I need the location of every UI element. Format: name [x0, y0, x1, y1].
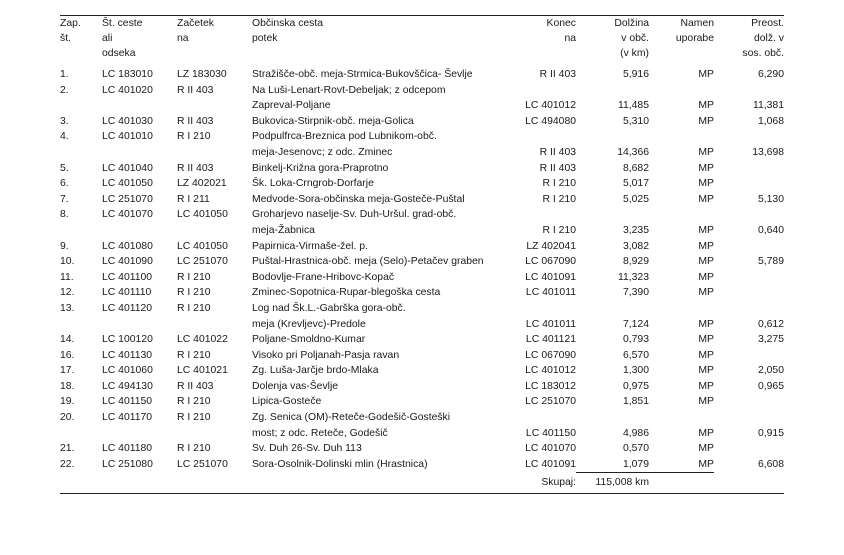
cell-route: most; z odc. Reteče, Godešič: [252, 427, 388, 439]
table-row: [60, 285, 784, 301]
header-route: Občinska cesta: [252, 18, 324, 29]
table-row: [60, 457, 784, 473]
header-road-id: Št. ceste: [102, 18, 143, 29]
cell-no: 2.: [60, 84, 69, 96]
cell-purpose: MP: [698, 458, 714, 470]
cell-no: 12.: [60, 287, 75, 299]
cell-end: LC 401011: [525, 287, 576, 299]
header-road-id: ali: [102, 33, 113, 44]
cell-purpose: MP: [698, 256, 714, 268]
cell-start: R II 403: [177, 162, 214, 174]
cell-end: LC 251070: [525, 396, 576, 408]
header-row: [60, 16, 784, 31]
cell-start: R II 403: [177, 84, 214, 96]
cell-length: 4,986: [622, 427, 649, 439]
cell-end: LC 401012: [525, 365, 576, 377]
cell-length: 7,390: [622, 287, 649, 299]
cell-no: 3.: [60, 115, 69, 127]
table-row: [60, 161, 784, 177]
header-remaining: Preost.: [751, 18, 784, 29]
cell-remaining: 3,275: [757, 334, 784, 346]
cell-no: 18.: [60, 380, 75, 392]
cell-remaining: 0,965: [757, 380, 784, 392]
cell-route: Poljane-Smoldno-Kumar: [252, 334, 366, 346]
cell-purpose: MP: [698, 318, 714, 330]
cell-route: Zg. Luša-Jarčje brdo-Mlaka: [252, 365, 379, 377]
cell-road-id: LC 401060: [102, 365, 153, 377]
cell-remaining: 11,381: [752, 100, 784, 112]
cell-end: [507, 410, 576, 426]
header-row: [60, 31, 784, 46]
cell-remaining: [714, 239, 784, 255]
cell-length: 0,570: [622, 443, 649, 455]
table-row: [60, 98, 784, 114]
cell-end: [507, 129, 576, 145]
cell-purpose: MP: [698, 146, 714, 158]
header-end: [507, 46, 576, 61]
cell-remaining: [714, 161, 784, 177]
header-no: št.: [60, 33, 71, 44]
cell-route: Log nad Šk.L.-Gabrška gora-obč.: [252, 302, 406, 314]
header-length: v obč.: [621, 33, 649, 44]
cell-start: R I 211: [177, 193, 210, 205]
cell-length: 1,851: [622, 396, 649, 408]
cell-no: [60, 145, 102, 161]
header-remaining: dolž. v: [753, 33, 784, 44]
cell-purpose: MP: [698, 334, 714, 346]
cell-no: [60, 223, 102, 239]
cell-no: 20.: [60, 412, 75, 424]
cell-start: [177, 426, 252, 442]
cell-remaining: [714, 394, 784, 410]
table-row: [60, 363, 784, 379]
cell-end: R II 403: [539, 162, 576, 174]
cell-route: Šk. Loka-Crngrob-Dorfarje: [252, 178, 374, 190]
cell-route: Podpulfrca-Breznica pod Lubnikom-obč.: [252, 131, 437, 143]
cell-length: 14,366: [617, 146, 649, 158]
header-start: Začetek: [177, 18, 214, 29]
cell-remaining: 0,612: [757, 318, 784, 330]
table-row: [60, 441, 784, 457]
cell-start: LZ 402021: [177, 178, 227, 190]
cell-end: LC 401012: [525, 100, 576, 112]
cell-no: 10.: [60, 256, 75, 268]
cell-purpose: MP: [698, 69, 714, 80]
header-route: potek: [252, 33, 278, 44]
cell-route: Lipica-Gosteče: [252, 396, 322, 408]
table-row: [60, 301, 784, 317]
cell-length: 8,682: [622, 162, 649, 174]
cell-road-id: LC 401170: [102, 412, 153, 424]
cell-route: Puštal-Hrastnica-obč. meja (Selo)-Petačev graben: [252, 256, 484, 268]
table-row: [60, 348, 784, 364]
cell-remaining: [714, 410, 784, 426]
cell-route: Stražišče-obč. meja-Strmica-Bukovščica- Ševlje: [252, 69, 473, 80]
cell-road-id: LC 401090: [102, 256, 153, 268]
cell-no: [60, 98, 102, 114]
cell-route: Zminec-Sopotnica-Rupar-blegoška cesta: [252, 287, 441, 299]
cell-remaining: 6,290: [757, 69, 784, 80]
cell-start: R II 403: [177, 380, 214, 392]
cell-start: R I 210: [177, 443, 211, 455]
table-row: [60, 317, 784, 333]
cell-purpose: MP: [698, 193, 714, 205]
cell-route: Sora-Osolnik-Dolinski mlin (Hrastnica): [252, 458, 428, 470]
cell-end: R I 210: [542, 224, 576, 236]
cell-remaining: 5,130: [757, 193, 784, 205]
cell-start: R I 210: [177, 302, 211, 314]
cell-end: LC 401070: [525, 443, 576, 455]
cell-end: R II 403: [539, 146, 576, 158]
cell-end: R II 403: [539, 69, 576, 80]
cell-end: LC 067090: [525, 256, 576, 268]
cell-start: R I 210: [177, 349, 211, 361]
cell-purpose: MP: [698, 443, 714, 455]
cell-start: LC 401050: [177, 209, 228, 221]
header-route: [252, 46, 507, 61]
cell-no: 22.: [60, 458, 75, 470]
cell-remaining: [714, 207, 784, 223]
cell-length: [576, 301, 649, 317]
cell-route: meja (Krevljevc)-Predole: [252, 318, 366, 330]
table-row: [60, 176, 784, 192]
cell-start: R I 210: [177, 271, 211, 283]
cell-start: [177, 145, 252, 161]
cell-no: [60, 426, 102, 442]
table-row: [60, 332, 784, 348]
cell-start: R I 210: [177, 396, 211, 408]
cell-length: 5,916: [622, 69, 649, 80]
cell-length: 1,300: [622, 365, 649, 377]
table-row: [60, 192, 784, 208]
cell-end: [507, 207, 576, 223]
table-header: [60, 16, 784, 61]
cell-purpose: MP: [698, 427, 714, 439]
cell-remaining: [714, 285, 784, 301]
header-start: [177, 46, 252, 61]
cell-start: [177, 317, 252, 333]
cell-road-id: LC 401010: [102, 131, 153, 143]
cell-end: LC 067090: [525, 349, 576, 361]
table-row: [60, 207, 784, 223]
cell-no: 7.: [60, 193, 69, 205]
cell-road-id: LC 401080: [102, 240, 153, 252]
cell-road-id: [102, 317, 177, 333]
header-length: Dolžina: [614, 18, 649, 29]
cell-end: LZ 402041: [526, 240, 576, 252]
table-row: [60, 239, 784, 255]
cell-route: Dolenja vas-Ševlje: [252, 380, 339, 392]
total-value: 115,008 km: [595, 477, 649, 489]
cell-road-id: LC 183010: [102, 69, 153, 80]
header-purpose: uporabe: [675, 33, 714, 44]
cell-end: LC 494080: [525, 115, 576, 127]
table-body: [60, 61, 784, 473]
cell-road-id: LC 401130: [102, 349, 153, 361]
header-length: (v km): [620, 48, 649, 59]
cell-start: LC 251070: [177, 256, 228, 268]
cell-road-id: LC 251080: [102, 458, 153, 470]
cell-road-id: LC 401070: [102, 209, 153, 221]
cell-road-id: [102, 145, 177, 161]
cell-road-id: [102, 223, 177, 239]
cell-route: Na Luši-Lenart-Rovt-Debeljak; z odcepom: [252, 84, 446, 96]
table-row: [60, 145, 784, 161]
cell-length: 1,079: [622, 458, 649, 470]
cell-purpose: MP: [698, 271, 714, 283]
cell-no: 21.: [60, 443, 75, 455]
cell-road-id: LC 401150: [102, 396, 153, 408]
cell-purpose: MP: [698, 115, 714, 127]
cell-start: R I 210: [177, 412, 211, 424]
cell-no: 19.: [60, 396, 75, 408]
total-padding-end: [649, 473, 784, 491]
cell-road-id: LC 401030: [102, 115, 153, 127]
cell-length: 8,929: [622, 256, 649, 268]
cell-road-id: LC 401100: [102, 271, 153, 283]
cell-purpose: MP: [698, 240, 714, 252]
total-label: Skupaj:: [541, 477, 576, 489]
table-row: [60, 223, 784, 239]
cell-remaining: 1,068: [757, 115, 784, 127]
cell-no: 17.: [60, 365, 75, 377]
roads-table: [60, 16, 784, 494]
cell-remaining: [714, 129, 784, 145]
cell-road-id: LC 401110: [102, 287, 152, 299]
header-end: Konec: [546, 18, 576, 29]
cell-purpose: MP: [698, 224, 714, 236]
cell-length: 0,975: [622, 380, 649, 392]
cell-length: 5,310: [622, 115, 649, 127]
cell-route: Visoko pri Poljanah-Pasja ravan: [252, 349, 400, 361]
cell-start: R II 403: [177, 115, 214, 127]
header-row: [60, 46, 784, 61]
cell-remaining: [714, 83, 784, 99]
cell-purpose: [649, 410, 714, 426]
table-row: [60, 426, 784, 442]
cell-route: Bukovica-Stirpnik-obč. meja-Golica: [252, 115, 414, 127]
cell-purpose: [649, 83, 714, 99]
cell-no: 4.: [60, 131, 69, 143]
header-road-id: odseka: [102, 48, 136, 59]
cell-route: Groharjevo naselje-Sv. Duh-Uršul. grad-obč.: [252, 209, 457, 221]
cell-no: 5.: [60, 162, 69, 174]
table-row: [60, 379, 784, 395]
bottom-rule: [60, 491, 784, 494]
cell-end: R I 210: [542, 178, 576, 190]
cell-remaining: [714, 441, 784, 457]
cell-purpose: MP: [698, 396, 714, 408]
cell-start: LC 401021: [177, 365, 228, 377]
cell-no: 16.: [60, 349, 75, 361]
cell-purpose: [649, 301, 714, 317]
cell-length: 3,235: [622, 224, 649, 236]
cell-remaining: 2,050: [757, 365, 784, 377]
cell-start: R I 210: [177, 287, 211, 299]
cell-end: R I 210: [542, 193, 576, 205]
header-remaining: sos. obč.: [742, 48, 784, 59]
total-padding: [60, 473, 507, 491]
cell-road-id: LC 401020: [102, 84, 153, 96]
cell-no: 14.: [60, 334, 75, 346]
cell-end: LC 401091: [525, 271, 576, 283]
cell-purpose: MP: [698, 178, 714, 190]
cell-road-id: LC 401120: [102, 302, 153, 314]
table-footer: [60, 473, 784, 494]
cell-route: Bodovlje-Frane-Hribovc-Kopač: [252, 271, 395, 283]
table-row: [60, 61, 784, 83]
cell-start: [177, 98, 252, 114]
road-register-document: [60, 15, 784, 494]
cell-remaining: 0,640: [757, 224, 784, 236]
cell-route: meja-Jesenovc; z odc. Zminec: [252, 146, 393, 158]
cell-length: 0,793: [622, 334, 649, 346]
header-no: [60, 46, 102, 61]
cell-end: LC 401011: [525, 318, 576, 330]
cell-no: 11.: [60, 271, 74, 283]
table-row: [60, 270, 784, 286]
cell-end: LC 401150: [525, 427, 576, 439]
cell-purpose: MP: [698, 349, 714, 361]
header-start: na: [177, 33, 189, 44]
cell-remaining: 5,789: [757, 256, 784, 268]
cell-purpose: [649, 207, 714, 223]
cell-end: LC 401091: [525, 458, 576, 470]
cell-purpose: MP: [698, 100, 714, 112]
cell-route: Papirnica-Virmaše-žel. p.: [252, 240, 368, 252]
cell-start: LZ 183030: [177, 69, 227, 80]
table-row: [60, 394, 784, 410]
cell-no: 8.: [60, 209, 69, 221]
cell-remaining: 13,698: [752, 146, 784, 158]
header-end: na: [564, 33, 576, 44]
cell-road-id: LC 494130: [102, 380, 153, 392]
cell-end: [507, 83, 576, 99]
header-purpose: [649, 46, 714, 61]
cell-start: LC 251070: [177, 458, 228, 470]
table-row: [60, 129, 784, 145]
header-purpose: Namen: [680, 18, 714, 29]
cell-length: [576, 207, 649, 223]
cell-start: LC 401050: [177, 240, 228, 252]
cell-length: 5,017: [622, 178, 649, 190]
cell-end: [507, 301, 576, 317]
cell-no: 1.: [60, 69, 69, 80]
cell-length: 6,570: [622, 349, 649, 361]
cell-start: LC 401022: [177, 334, 228, 346]
cell-route: Binkelj-Križna gora-Praprotno: [252, 162, 389, 174]
cell-purpose: MP: [698, 365, 714, 377]
table-row: [60, 83, 784, 99]
cell-road-id: [102, 98, 177, 114]
cell-purpose: MP: [698, 287, 714, 299]
cell-road-id: LC 100120: [102, 334, 153, 346]
cell-length: 3,082: [622, 240, 649, 252]
cell-length: 11,485: [617, 100, 649, 112]
cell-length: 11,323: [617, 271, 649, 283]
total-row: [60, 473, 784, 491]
cell-road-id: LC 401050: [102, 178, 153, 190]
table-row: [60, 410, 784, 426]
cell-start: [177, 223, 252, 239]
cell-length: [576, 129, 649, 145]
cell-road-id: LC 401040: [102, 162, 153, 174]
cell-no: [60, 317, 102, 333]
cell-road-id: LC 401180: [102, 443, 153, 455]
cell-route: Zapreval-Poljane: [252, 100, 331, 112]
cell-route: Sv. Duh 26-Sv. Duh 113: [252, 443, 362, 455]
cell-road-id: [102, 426, 177, 442]
cell-end: LC 401121: [525, 334, 576, 346]
cell-no: 9.: [60, 240, 69, 252]
cell-purpose: MP: [698, 162, 714, 174]
cell-purpose: [649, 129, 714, 145]
cell-length: 7,124: [622, 318, 649, 330]
cell-route: Zg. Senica (OM)-Reteče-Godešič-Gosteški: [252, 412, 451, 424]
cell-remaining: [714, 270, 784, 286]
cell-remaining: 6,608: [757, 458, 784, 470]
cell-route: meja-Žabnica: [252, 224, 315, 236]
cell-length: 5,025: [622, 193, 649, 205]
cell-no: 13.: [60, 302, 75, 314]
header-no: Zap.: [60, 18, 81, 29]
cell-no: 6.: [60, 178, 69, 190]
cell-purpose: MP: [698, 380, 714, 392]
cell-remaining: [714, 176, 784, 192]
cell-road-id: LC 251070: [102, 193, 153, 205]
table-row: [60, 254, 784, 270]
cell-length: [576, 83, 649, 99]
cell-remaining: [714, 301, 784, 317]
cell-length: [576, 410, 649, 426]
cell-end: LC 183012: [525, 380, 576, 392]
cell-remaining: 0,915: [757, 427, 784, 439]
cell-route: Medvode-Sora-občinska meja-Gosteče-Puštal: [252, 193, 465, 205]
table-row: [60, 114, 784, 130]
cell-start: R I 210: [177, 131, 211, 143]
cell-remaining: [714, 348, 784, 364]
